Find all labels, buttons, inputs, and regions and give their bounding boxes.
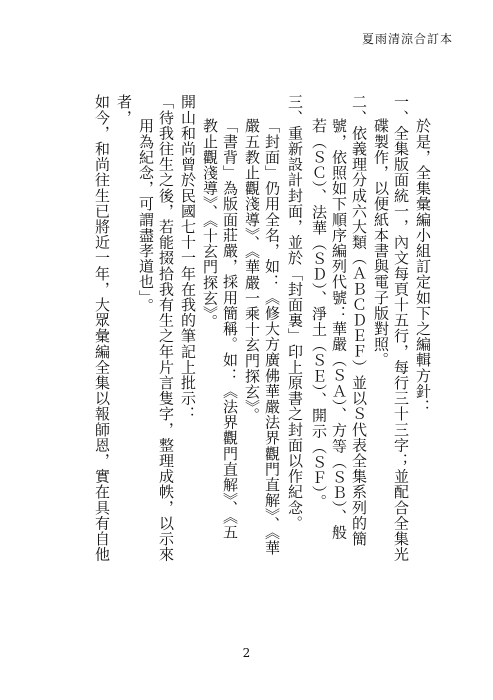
page-number: 2 [242,646,251,660]
text-column: 碟製作，以便紙本書與電子版對照。 [372,118,390,368]
text-column: 嚴五教止觀淺導》、《華嚴一乘十玄門探玄》。 [243,118,261,424]
text-column: 「封面」仍用全名，如：《修大方廣佛華嚴法界觀門直解》、《華 [263,118,281,556]
text-column: 教止觀淺導》、《十玄門探玄》。 [201,118,219,330]
text-column: 三、重新設計封面，並於「封面裏」印上原書之封面以作紀念。 [286,94,304,531]
text-column: 「待我往生之後，若能掇拾我有生之年片言隻字，整理成帙，以示來 [157,94,175,562]
text-column: 二、依義理分成六大類（ＡＢＣＤＥＦ）並以Ｓ代表全集系列的簡 [350,94,368,547]
running-title: 夏雨清涼合訂本 [361,32,453,46]
text-column: 一、全集版面統一，內文每頁十五行，每行三十三字；並配合全集光 [392,94,410,562]
text-column: 如今，和尚往生已將近一年，大眾彙編全集以報師恩，實在具有自他 [93,94,111,562]
text-column: 用為紀念，可謂盡孝道也」。 [137,118,155,314]
text-column: 開山和尚曾於民國七十一年在我的筆記上批示： [179,94,197,422]
text-column: 「書背」為版面莊嚴，採用簡稱。如：《法界觀門直解》、《五 [221,118,239,540]
text-column: 號，依照如下順序編列代號：華嚴（ＳＡ）、方等（ＳＢ）、般 [330,118,348,540]
text-column: 若（ＳＣ）、法華（ＳＤ）、淨土（ＳＥ）、開示（ＳＦ）。 [310,118,328,510]
text-column: 者， [115,94,133,126]
text-column: 於是，全集彙編小組訂定如下之編輯方針： [414,118,432,415]
